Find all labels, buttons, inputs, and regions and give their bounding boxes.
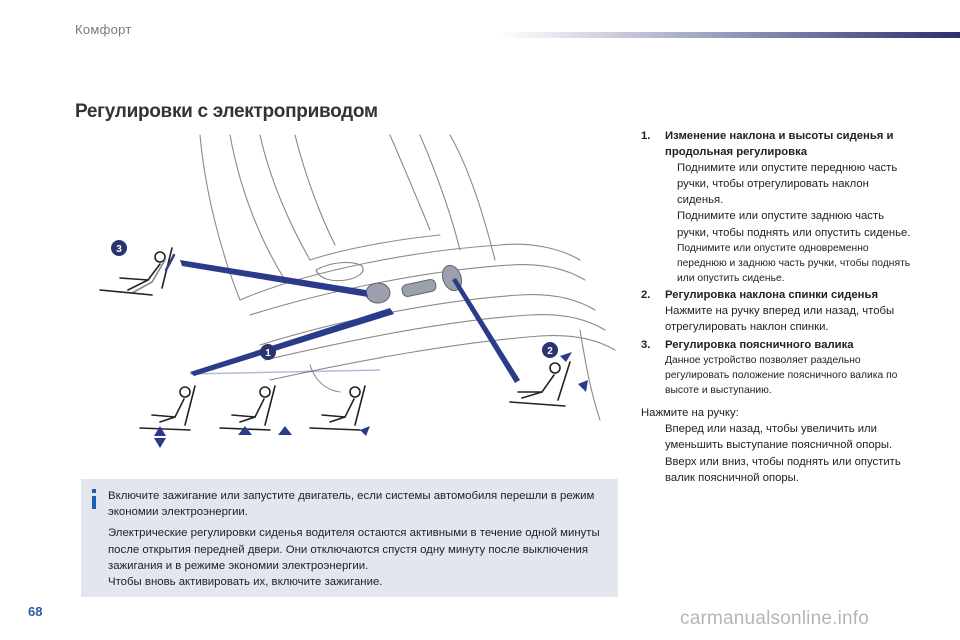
list-item: Поднимите или опустите одновременно переднюю и заднюю часть ручки, чтобы поднять или опустить сиденье.	[665, 241, 911, 287]
item-lumbar	[641, 337, 911, 399]
finger-pointer-icon	[641, 454, 665, 486]
info-paragraph: Включите зажигание или запустите двигатель, если системы автомобиля перешли в режим экономии электроэнергии.	[108, 490, 595, 519]
section-header: Комфорт	[75, 22, 132, 37]
list-item: Поднимите или опустите заднюю часть ручки, чтобы поднять или опустить сиденье.	[665, 208, 911, 240]
item-seat-adjust	[641, 128, 911, 286]
finger-pointer-icon	[641, 421, 665, 453]
item-text: Нажмите на ручку вперед или назад, чтобы отрегулировать наклон спинки.	[665, 305, 895, 334]
svg-text:1: 1	[265, 348, 271, 359]
item-title: Изменение наклона и высоты сиденья и продольная регулировка	[665, 130, 894, 159]
list-item: Поднимите или опустите переднюю часть ручки, чтобы отрегулировать наклон сиденья.	[665, 160, 911, 208]
info-icon	[89, 489, 99, 509]
seat-pictogram-icon	[100, 248, 588, 448]
item-title: Регулировка поясничного валика	[665, 338, 854, 351]
finger-pointer-icon	[665, 160, 677, 208]
item-title: Регулировка наклона спинки сиденья	[665, 289, 879, 302]
finger-pointer-icon	[665, 241, 677, 287]
finger-pointer-icon	[665, 208, 677, 240]
item-text: Данное устройство позволяет раздельно регулировать положение поясничного валика по высоте и выступанию.	[665, 354, 898, 397]
instructions-column	[641, 128, 911, 486]
page-number: 68	[28, 604, 43, 619]
header-bar	[500, 32, 960, 38]
item-number: 1.	[641, 130, 651, 142]
press-instructions	[641, 405, 911, 485]
list-item: Вперед или назад, чтобы увеличить или уменьшить выступание поясничной опоры.	[641, 421, 911, 453]
seat-illustration	[90, 130, 630, 480]
svg-text:3: 3	[116, 244, 122, 255]
item-backrest	[641, 287, 911, 335]
list-item: Вверх или вниз, чтобы поднять или опустить валик поясничной опоры.	[641, 454, 911, 486]
info-paragraph: Электрические регулировки сиденья водителя остаются активными в течение одной минуты после открытия передней двери. Они отключаются спустя одну минуту после выключения зажигания и в режиме экономии электроэнергии. Чтобы вновь активировать их, включите зажигание.	[108, 527, 600, 589]
press-intro: Нажмите на ручку:	[641, 407, 739, 420]
watermark: carmanualsonline.info	[680, 608, 870, 629]
svg-text:2: 2	[547, 346, 553, 357]
page-title: Регулировки с электроприводом	[75, 101, 378, 122]
item-number: 2.	[641, 289, 651, 302]
item-number: 3.	[641, 338, 651, 351]
info-box	[81, 479, 618, 597]
